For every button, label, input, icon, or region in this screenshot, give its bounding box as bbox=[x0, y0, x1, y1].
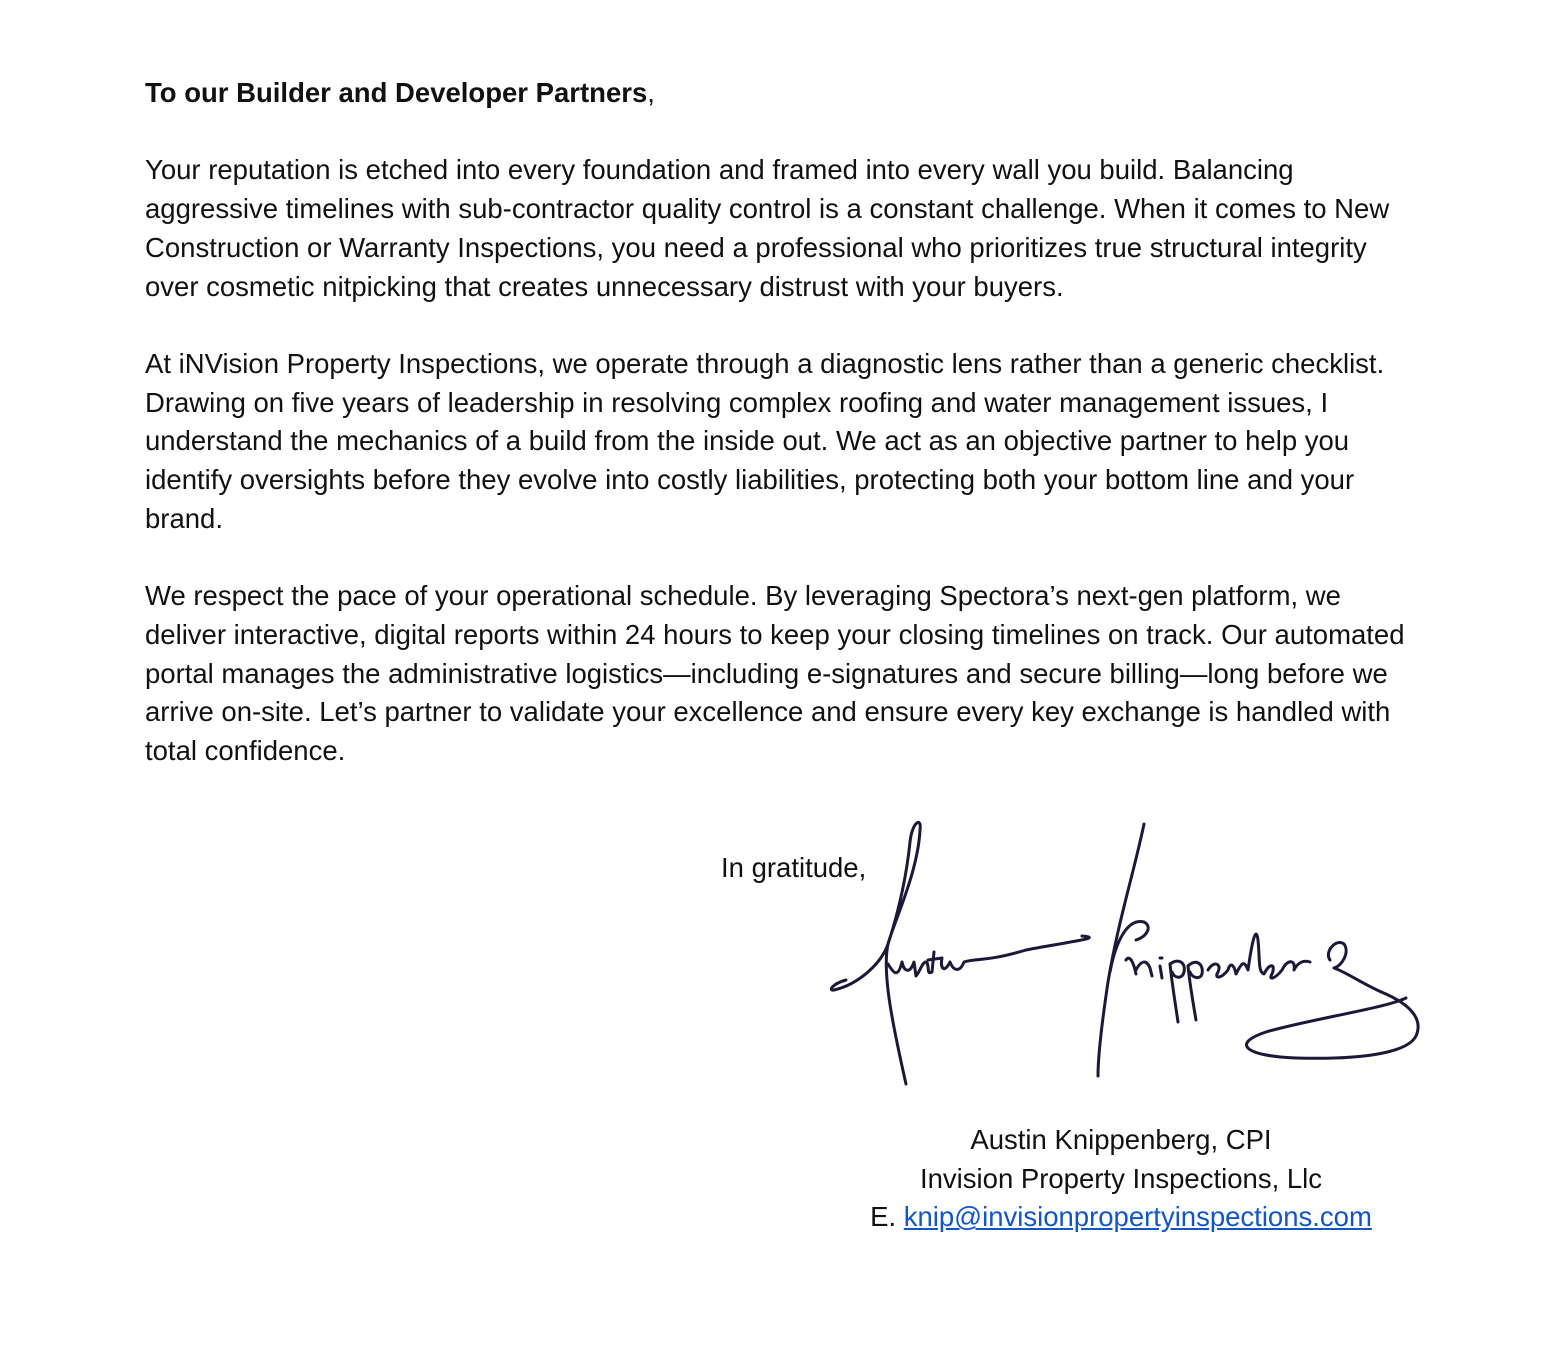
paragraph-3: We respect the pace of your operational schedule. By leveraging Spectora’s next-gen platform, we deliver interactive, digital reports within 24 hours to keep your closing timelines on track. Our automated portal manages the administrative logistics—including e-signatures and secure billing—long before we arrive on-site. Let’s partner to validate your excellence and ensure every key exchange is handled with total confidence. bbox=[145, 580, 1405, 766]
closing-line: In gratitude, bbox=[721, 852, 867, 883]
salutation-comma: , bbox=[647, 77, 655, 108]
paragraph-2: At iNVision Property Inspections, we operate through a diagnostic lens rather than a generic checklist. Drawing on five years of leadership in resolving complex roofing and water management issues, I understand the mechanics of a build from the inside out. We act as an objective partner to help you identify oversights before they evolve into costly liabilities, protecting both your bottom line and your brand. bbox=[145, 347, 1385, 534]
paragraph-1: Your reputation is etched into every foundation and framed into every wall you build. Balancing aggressive timelines with sub-contractor quality control is a constant challenge. When it comes to New Construction or Warranty Inspections, you need a professional who prioritizes true structural integrity over cosmetic nitpicking that creates unnecessary distrust with your buyers. bbox=[145, 154, 1390, 302]
email-link[interactable]: knip@invisionpropertyinspections.com bbox=[903, 1201, 1372, 1233]
signature-drawing bbox=[826, 812, 1432, 1094]
signer-name: Austin Knippenberg, CPI bbox=[970, 1124, 1272, 1155]
salutation bbox=[145, 74, 1405, 113]
email-prefix: E. bbox=[870, 1201, 897, 1233]
salutation-text: To our Builder and Developer Partners bbox=[145, 77, 648, 108]
email-line bbox=[820, 1198, 1422, 1237]
signature-image bbox=[826, 812, 1432, 1094]
letter-body bbox=[145, 74, 1405, 771]
signature-block bbox=[820, 1121, 1422, 1237]
company-name: Invision Property Inspections, Llc bbox=[920, 1162, 1322, 1194]
